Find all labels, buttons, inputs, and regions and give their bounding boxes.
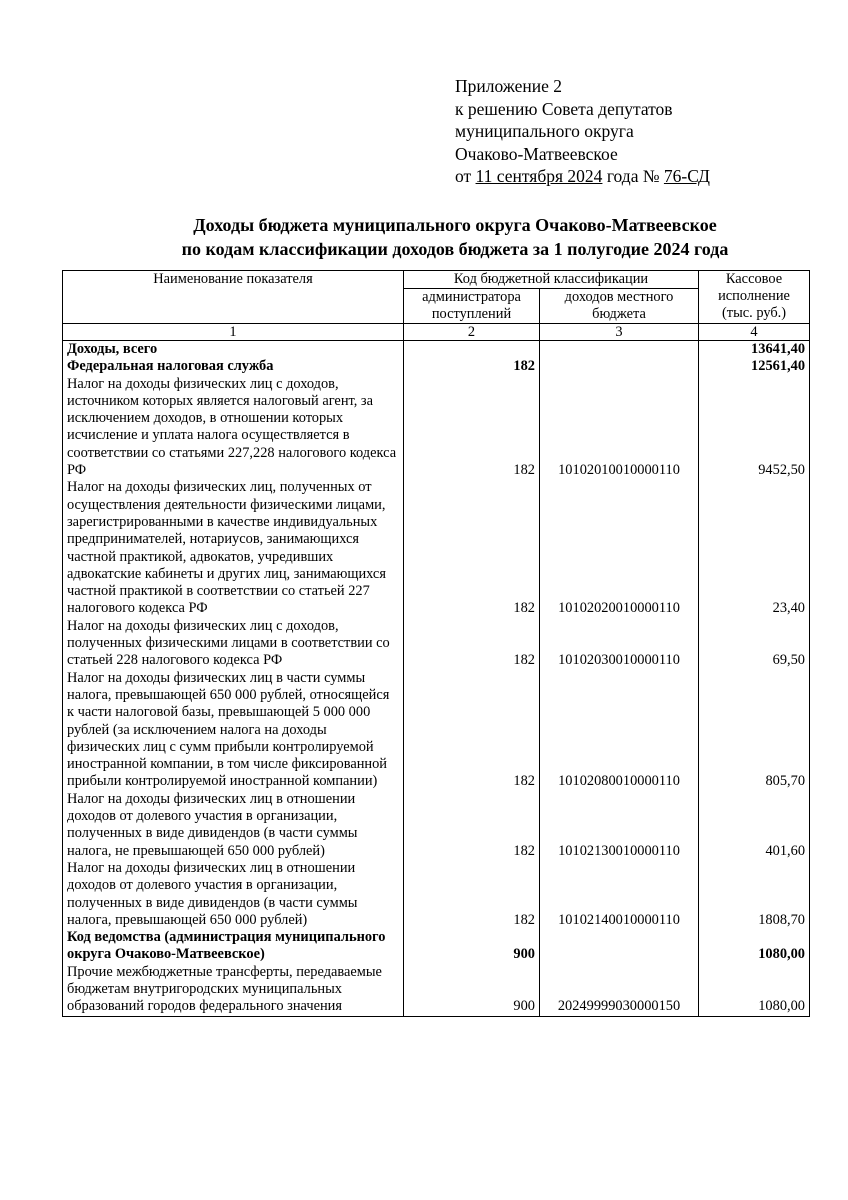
table-row <box>63 358 810 375</box>
header-execution: Кассовое исполнение (тыс. руб.) <box>699 271 810 324</box>
row-name: Прочие межбюджетные трансферты, передаваемые бюджетам внутригородских муниципальных образований городов федерального значения <box>63 964 404 1016</box>
row-amount: 12561,40 <box>699 358 810 375</box>
appendix-number-label: года № <box>606 166 660 186</box>
row-admin-code: 182 <box>404 670 540 791</box>
row-admin-code: 182 <box>404 376 540 480</box>
row-name: Налог на доходы физических лиц в отношении доходов от долевого участия в организации, полученных в виде дивидендов (в части суммы налога, превышающей 650 000 рублей) <box>63 860 404 929</box>
row-admin-code: 182 <box>404 618 540 670</box>
appendix-line-5 <box>455 165 710 188</box>
title-line-1: Доходы бюджета муниципального округа Очаково-Матвеевское <box>193 215 717 235</box>
table-header <box>63 271 810 341</box>
appendix-line-4: Очаково-Матвеевское <box>455 143 618 164</box>
table-row <box>63 618 810 670</box>
row-name: Налог на доходы физических лиц в отношении доходов от долевого участия в организации, полученных в виде дивидендов (в части суммы налога, не превышающей 650 000 рублей) <box>63 791 404 860</box>
appendix-line-3: муниципального округа <box>455 121 634 141</box>
row-admin-code: 900 <box>404 929 540 964</box>
appendix-block <box>455 75 710 188</box>
row-income-code: 10102010010000110 <box>540 376 699 480</box>
header-num-3: 3 <box>540 324 699 341</box>
row-name: Код ведомства (администрация муниципального округа Очаково-Матвеевское) <box>63 929 404 964</box>
header-code-group: Код бюджетной классификации <box>404 271 699 289</box>
row-amount: 69,50 <box>699 618 810 670</box>
header-num-2: 2 <box>404 324 540 341</box>
row-name: Налог на доходы физических лиц с доходов, полученных физическими лицами в соответствии со статьей 228 налогового кодекса РФ <box>63 618 404 670</box>
row-name: Доходы, всего <box>63 341 404 359</box>
row-amount: 9452,50 <box>699 376 810 480</box>
row-income-code: 10102130010000110 <box>540 791 699 860</box>
row-income-code: 20249999030000150 <box>540 964 699 1016</box>
income-table <box>62 270 810 1017</box>
header-num-1: 1 <box>63 324 404 341</box>
row-admin-code <box>404 341 540 359</box>
appendix-number: 76-СД <box>663 166 710 186</box>
row-income-code <box>540 341 699 359</box>
appendix-line-1: Приложение 2 <box>455 76 563 96</box>
appendix-date: 11 сентября 2024 <box>475 166 603 186</box>
table-row <box>63 479 810 617</box>
row-name: Налог на доходы физических лиц, полученных от осуществления деятельности физическими лицами, зарегистрированными в качестве индивидуальных предпринимателей, нотариусов, занимающихся частной практикой, адвокатов, учредивших адвокатские кабинеты и других лиц, занимающихся частной практикой в соответствии со статьей 227 налогового кодекса РФ <box>63 479 404 617</box>
row-admin-code: 182 <box>404 358 540 375</box>
header-admin: администратора поступлений <box>404 289 540 324</box>
row-admin-code: 182 <box>404 791 540 860</box>
header-local: доходов местного бюджета <box>540 289 699 324</box>
row-amount: 805,70 <box>699 670 810 791</box>
document-title <box>60 213 848 261</box>
table-row <box>63 791 810 860</box>
row-amount: 1808,70 <box>699 860 810 929</box>
table-body <box>63 341 810 1017</box>
table-row <box>63 964 810 1016</box>
row-income-code: 10102030010000110 <box>540 618 699 670</box>
row-admin-code: 182 <box>404 860 540 929</box>
row-admin-code: 900 <box>404 964 540 1016</box>
row-name: Налог на доходы физических лиц в части суммы налога, превышающей 650 000 рублей, относящейся к части налоговой базы, превышающей 5 000 000 рублей (за исключением налога на доходы физических лиц с сумм прибыли контролируемой иностранной компании, в том числе фиксированной прибыли контролируемой иностранной компании) <box>63 670 404 791</box>
row-income-code <box>540 929 699 964</box>
row-income-code: 10102020010000110 <box>540 479 699 617</box>
table-row <box>63 341 810 359</box>
appendix-from: от <box>455 166 472 186</box>
table-row <box>63 670 810 791</box>
header-num-4: 4 <box>699 324 810 341</box>
appendix-line-2: к решению Совета депутатов <box>455 98 673 119</box>
title-line-2: по кодам классификации доходов бюджета за 1 полугодие 2024 года <box>181 239 729 259</box>
row-income-code: 10102080010000110 <box>540 670 699 791</box>
row-amount: 23,40 <box>699 479 810 617</box>
row-amount: 1080,00 <box>699 964 810 1016</box>
row-income-code: 10102140010000110 <box>540 860 699 929</box>
row-amount: 1080,00 <box>699 929 810 964</box>
table-row <box>63 376 810 480</box>
table-row <box>63 860 810 929</box>
row-admin-code: 182 <box>404 479 540 617</box>
row-name: Налог на доходы физических лиц с доходов, источником которых является налоговый агент, за исключением доходов, в отношении которых исчисление и уплата налога осуществляется в соответствии со статьями 227,228 налогового кодекса РФ <box>63 376 404 480</box>
table-row <box>63 929 810 964</box>
header-name: Наименование показателя <box>63 271 404 324</box>
row-name: Федеральная налоговая служба <box>63 358 404 375</box>
row-income-code <box>540 358 699 375</box>
row-amount: 401,60 <box>699 791 810 860</box>
row-amount: 13641,40 <box>699 341 810 359</box>
